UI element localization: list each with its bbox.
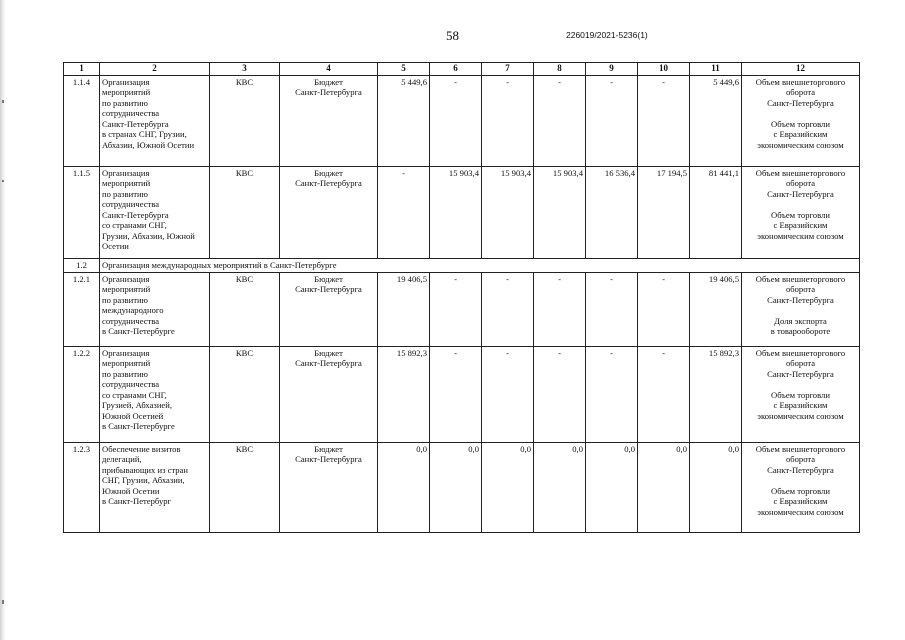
table-row bbox=[64, 347, 860, 443]
value-col5: - bbox=[378, 167, 430, 259]
header-row bbox=[64, 63, 860, 76]
funding-source: Бюджет Санкт-Петербурга bbox=[280, 347, 378, 443]
indicator: Объем внешнеторгового оборота Санкт-Петербурга Объем торговли с Евразийским экономическим союзом bbox=[742, 167, 860, 259]
event-name: Организация мероприятий по развитию международного сотрудничества в Санкт-Петербурге bbox=[100, 273, 210, 347]
value-col5: 5 449,6 bbox=[378, 76, 430, 167]
value-col8: - bbox=[534, 273, 586, 347]
header-cell: 12 bbox=[742, 63, 860, 76]
indicator: Объем внешнеторгового оборота Санкт-Петербурга Объем торговли с Евразийским экономическим союзом bbox=[742, 76, 860, 167]
value-col10: 17 194,5 bbox=[638, 167, 690, 259]
header-cell: 10 bbox=[638, 63, 690, 76]
value-total: 19 406,5 bbox=[690, 273, 742, 347]
row-code: 1.2.1 bbox=[64, 273, 100, 347]
indicator: Объем внешнеторгового оборота Санкт-Петербурга Доля экспорта в товарообороте bbox=[742, 273, 860, 347]
executor: КВС bbox=[210, 347, 280, 443]
value-col6: - bbox=[430, 273, 482, 347]
funding-source: Бюджет Санкт-Петербурга bbox=[280, 76, 378, 167]
value-col9: - bbox=[586, 76, 638, 167]
event-name: Обеспечение визитов делегаций, прибывающих из стран СНГ, Грузии, Абхазии, Южной Осетии в Санкт-Петербург bbox=[100, 443, 210, 533]
scan-speck bbox=[2, 600, 4, 604]
indicator: Объем внешнеторгового оборота Санкт-Петербурга Объем торговли с Евразийским экономическим союзом bbox=[742, 347, 860, 443]
header-cell: 6 bbox=[430, 63, 482, 76]
executor: КВС bbox=[210, 273, 280, 347]
value-col8: - bbox=[534, 347, 586, 443]
table-row bbox=[64, 443, 860, 533]
value-col6: - bbox=[430, 76, 482, 167]
executor: КВС bbox=[210, 443, 280, 533]
value-col9: - bbox=[586, 273, 638, 347]
scan-speck bbox=[2, 180, 4, 182]
value-total: 0,0 bbox=[690, 443, 742, 533]
header-cell: 11 bbox=[690, 63, 742, 76]
value-total: 15 892,3 bbox=[690, 347, 742, 443]
value-col6: 15 903,4 bbox=[430, 167, 482, 259]
section-title: Организация международных мероприятий в Санкт-Петербурге bbox=[100, 259, 860, 273]
event-name: Организация мероприятий по развитию сотрудничества Санкт-Петербурга в странах СНГ, Грузии, Абхазии, Южной Осетии bbox=[100, 76, 210, 167]
value-col7: 15 903,4 bbox=[482, 167, 534, 259]
page-number: 58 bbox=[446, 28, 459, 43]
funding-source: Бюджет Санкт-Петербурга bbox=[280, 273, 378, 347]
document-id: 226019/2021-5236(1) bbox=[566, 30, 648, 40]
event-name: Организация мероприятий по развитию сотрудничества Санкт-Петербурга со странами СНГ, Грузии, Абхазии, Южной Осетии bbox=[100, 167, 210, 259]
header-cell: 4 bbox=[280, 63, 378, 76]
scan-speck bbox=[2, 100, 4, 103]
scan-edge-shadow bbox=[0, 0, 6, 640]
table-row bbox=[64, 76, 860, 167]
value-col10: - bbox=[638, 273, 690, 347]
header-cell: 1 bbox=[64, 63, 100, 76]
row-code: 1.2.2 bbox=[64, 347, 100, 443]
indicator: Объем внешнеторгового оборота Санкт-Петербурга Объем торговли с Евразийским экономическим союзом bbox=[742, 443, 860, 533]
section-code: 1.2 bbox=[64, 259, 100, 273]
header-cell: 8 bbox=[534, 63, 586, 76]
header-cell: 7 bbox=[482, 63, 534, 76]
value-col6: - bbox=[430, 347, 482, 443]
header-cell: 2 bbox=[100, 63, 210, 76]
table-row bbox=[64, 273, 860, 347]
header-cell: 3 bbox=[210, 63, 280, 76]
budget-table bbox=[63, 62, 860, 533]
table-row bbox=[64, 167, 860, 259]
value-col8: 0,0 bbox=[534, 443, 586, 533]
value-col8: - bbox=[534, 76, 586, 167]
value-col9: 0,0 bbox=[586, 443, 638, 533]
header-cell: 5 bbox=[378, 63, 430, 76]
value-col7: - bbox=[482, 273, 534, 347]
value-col6: 0,0 bbox=[430, 443, 482, 533]
value-col9: - bbox=[586, 347, 638, 443]
value-col7: - bbox=[482, 76, 534, 167]
event-name: Организация мероприятий по развитию сотрудничества со странами СНГ, Грузией, Абхазией, Южной Осетией в Санкт-Петербурге bbox=[100, 347, 210, 443]
value-total: 81 441,1 bbox=[690, 167, 742, 259]
funding-source: Бюджет Санкт-Петербурга bbox=[280, 167, 378, 259]
section-row bbox=[64, 259, 860, 273]
funding-source: Бюджет Санкт-Петербурга bbox=[280, 443, 378, 533]
value-col8: 15 903,4 bbox=[534, 167, 586, 259]
value-col10: 0,0 bbox=[638, 443, 690, 533]
executor: КВС bbox=[210, 167, 280, 259]
executor: КВС bbox=[210, 76, 280, 167]
value-col5: 15 892,3 bbox=[378, 347, 430, 443]
value-col5: 19 406,5 bbox=[378, 273, 430, 347]
value-col9: 16 536,4 bbox=[586, 167, 638, 259]
value-col10: - bbox=[638, 76, 690, 167]
header-cell: 9 bbox=[586, 63, 638, 76]
value-col7: 0,0 bbox=[482, 443, 534, 533]
row-code: 1.1.4 bbox=[64, 76, 100, 167]
value-total: 5 449,6 bbox=[690, 76, 742, 167]
value-col10: - bbox=[638, 347, 690, 443]
row-code: 1.2.3 bbox=[64, 443, 100, 533]
row-code: 1.1.5 bbox=[64, 167, 100, 259]
value-col5: 0,0 bbox=[378, 443, 430, 533]
value-col7: - bbox=[482, 347, 534, 443]
